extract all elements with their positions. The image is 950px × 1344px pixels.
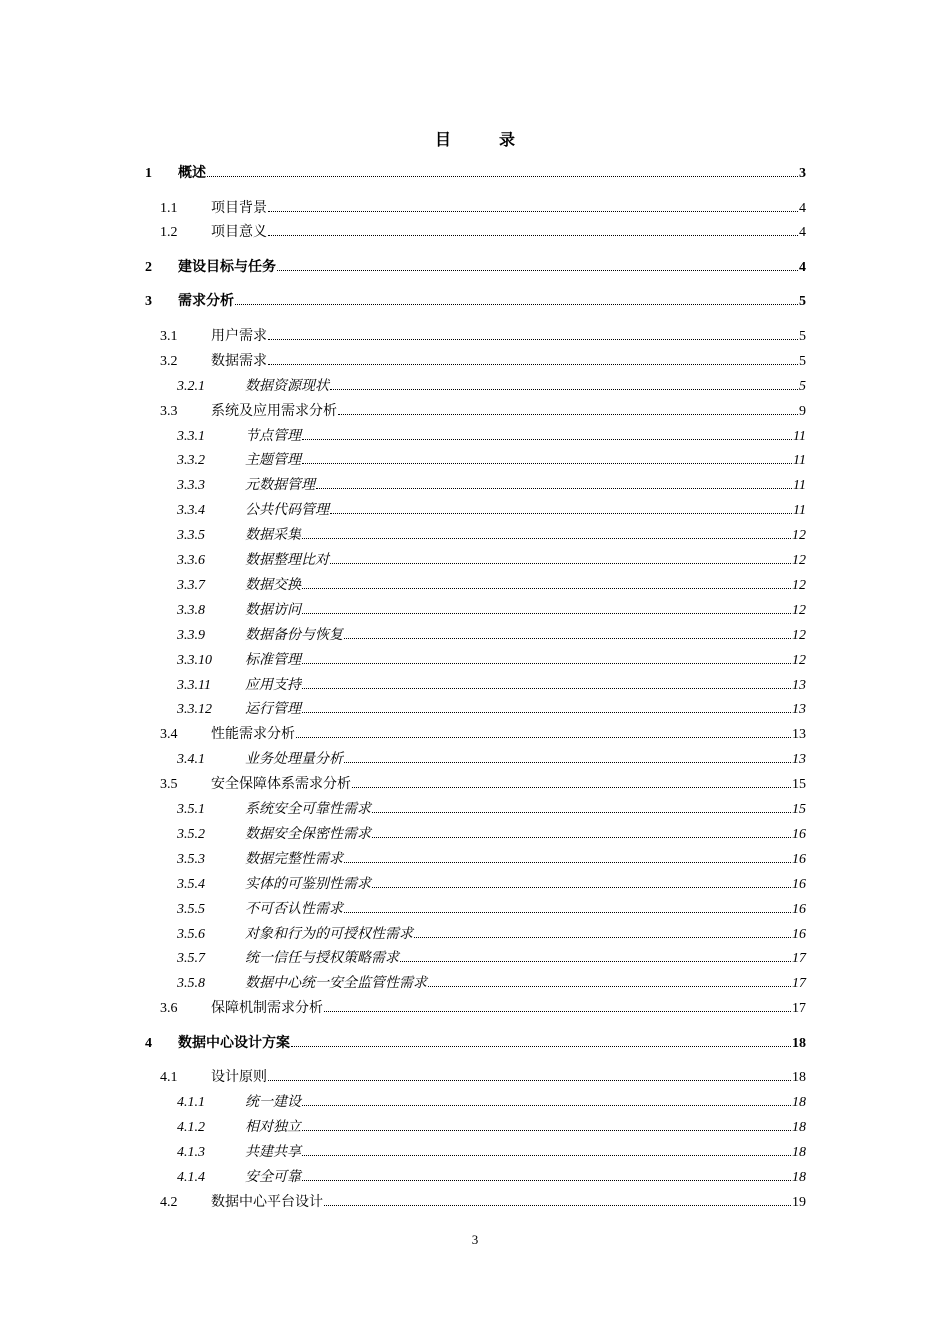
toc-entry-page: 12 [792, 602, 806, 618]
toc-entry[interactable] [177, 549, 806, 569]
toc-dot-leader [428, 986, 791, 987]
toc-entry-number: 3.3.8 [177, 602, 205, 618]
toc-entry[interactable] [177, 972, 806, 992]
toc-dot-leader [330, 563, 791, 564]
toc-entry[interactable] [177, 425, 806, 445]
toc-entry[interactable] [145, 290, 806, 310]
toc-entry-page: 18 [792, 1120, 806, 1135]
toc-entry-title: 安全可靠 [245, 1169, 301, 1185]
toc-entry[interactable] [145, 256, 806, 276]
toc-entry-title: 公共代码管理 [245, 503, 329, 519]
toc-entry[interactable] [177, 649, 806, 669]
toc-entry-page: 18 [792, 1144, 806, 1160]
toc-entry-page: 9 [799, 403, 806, 419]
toc-entry-title: 设计原则 [211, 1070, 267, 1086]
toc-entry-number: 3.5.4 [177, 876, 205, 892]
toc-entry-page: 5 [799, 353, 806, 369]
toc-entry[interactable] [177, 698, 806, 718]
toc-entry[interactable] [160, 773, 806, 793]
toc-entry[interactable] [177, 823, 806, 843]
toc-entry-title: 数据中心设计方案 [178, 1035, 290, 1051]
toc-dot-leader [414, 937, 791, 938]
toc-entry[interactable] [160, 997, 806, 1017]
toc-dot-leader [400, 961, 791, 962]
toc-entry-page: 4 [799, 259, 806, 275]
toc-entry-title: 性能需求分析 [211, 727, 295, 743]
toc-entry-title: 数据需求 [211, 353, 267, 369]
toc-entry[interactable] [160, 1191, 806, 1211]
toc-dot-leader [235, 304, 798, 305]
toc-entry-title: 数据采集 [245, 528, 301, 544]
toc-entry-title: 项目背景 [211, 200, 267, 216]
toc-entry[interactable] [177, 1141, 806, 1161]
toc-entry-number: 3.3.5 [177, 528, 205, 544]
toc-entry-page: 12 [792, 652, 806, 668]
toc-entry-title: 业务处理量分析 [245, 752, 343, 768]
toc-entry-page: 17 [792, 1001, 806, 1017]
toc-entry[interactable] [177, 524, 806, 544]
toc-entry-page: 5 [799, 294, 806, 310]
toc-entry-page: 17 [792, 951, 806, 967]
toc-entry-number: 3.4 [160, 727, 178, 743]
toc-dot-leader [344, 762, 791, 763]
toc-entry-number: 3.5.3 [177, 851, 205, 867]
toc-entry[interactable] [160, 400, 806, 420]
toc-entry-title: 相对独立 [245, 1120, 301, 1135]
toc-entry-number: 3.3.2 [177, 453, 205, 469]
toc-entry-title: 实体的可鉴别性需求 [245, 876, 371, 892]
toc-dot-leader [324, 1011, 791, 1012]
toc-dot-leader [268, 364, 798, 365]
toc-entry-title: 数据完整性需求 [245, 851, 343, 867]
toc-entry-number: 3.5.7 [177, 951, 205, 967]
toc-entry-number: 1.1 [160, 200, 178, 216]
toc-entry-title: 对象和行为的可授权性需求 [245, 926, 413, 942]
toc-dot-leader [344, 862, 791, 863]
toc-dot-leader [268, 339, 798, 340]
toc-entry-page: 13 [792, 702, 806, 718]
toc-entry-number: 3.5.5 [177, 901, 205, 917]
toc-entry-title: 数据备份与恢复 [245, 627, 343, 643]
toc-entry-page: 19 [792, 1194, 806, 1210]
toc-dot-leader [268, 1080, 791, 1081]
toc-entry-title: 项目意义 [211, 225, 267, 241]
toc-entry-page: 5 [799, 378, 806, 394]
toc-entry[interactable] [177, 947, 806, 967]
toc-entry[interactable] [177, 674, 806, 694]
toc-dot-leader [302, 613, 791, 614]
toc-entry[interactable] [177, 375, 806, 395]
toc-entry-title: 数据中心统一安全监管性需求 [245, 976, 427, 992]
toc-entry-number: 3.3.7 [177, 577, 205, 593]
toc-dot-leader [302, 1155, 791, 1156]
toc-entry-number: 1 [145, 166, 152, 181]
toc-dot-leader [324, 1205, 791, 1206]
toc-entry[interactable] [160, 350, 806, 370]
toc-entry-number: 4.1 [160, 1070, 178, 1086]
toc-entry-title: 数据中心平台设计 [211, 1194, 323, 1210]
toc-entry-number: 4.1.2 [177, 1120, 205, 1135]
toc-entry-number: 3.3.10 [177, 652, 212, 668]
toc-entry[interactable] [160, 1066, 806, 1086]
toc-entry-page: 13 [792, 727, 806, 743]
toc-entry-title: 运行管理 [245, 702, 301, 718]
toc-entry-number: 3.3.6 [177, 553, 205, 568]
toc-entry[interactable] [177, 574, 806, 594]
toc-entry-number: 3.3.12 [177, 702, 212, 718]
toc-entry[interactable] [177, 1091, 806, 1111]
toc-entry[interactable] [177, 848, 806, 868]
toc-entry-title: 系统及应用需求分析 [211, 403, 337, 419]
page-number: 3 [471, 1232, 479, 1247]
toc-entry-title: 主题管理 [245, 453, 301, 469]
toc-entry-title: 数据访问 [245, 602, 301, 618]
toc-dot-leader [302, 688, 791, 689]
toc-entry[interactable] [177, 748, 806, 768]
toc-dot-leader [302, 538, 791, 539]
toc-entry-title: 统一建设 [245, 1095, 301, 1111]
toc-dot-leader [372, 812, 791, 813]
toc-entry[interactable] [177, 923, 806, 943]
toc-entry[interactable] [177, 449, 806, 469]
toc-entry-title: 统一信任与授权策略需求 [245, 951, 399, 967]
toc-dot-leader [302, 1130, 791, 1131]
toc-entry[interactable] [177, 873, 806, 893]
toc-dot-leader [316, 488, 792, 489]
toc-entry-title: 应用支持 [245, 677, 301, 693]
toc-entry-page: 18 [792, 1035, 806, 1051]
toc-dot-leader [344, 912, 791, 913]
toc-entry[interactable] [160, 197, 806, 217]
toc-entry-page: 12 [792, 577, 806, 593]
toc-dot-leader [302, 588, 791, 589]
toc-entry-page: 16 [792, 826, 806, 842]
toc-entry-number: 3.3 [160, 403, 178, 419]
toc-dot-leader [372, 887, 791, 888]
toc-entry-page: 11 [793, 453, 806, 469]
toc-dot-leader [302, 712, 791, 713]
toc-entry-number: 3.6 [160, 1001, 178, 1017]
toc-dot-leader [344, 638, 791, 639]
toc-entry-number: 4.1.1 [177, 1095, 205, 1111]
toc-entry-title: 共建共享 [245, 1144, 301, 1160]
toc-entry-number: 3.3.1 [177, 428, 205, 444]
toc-entry[interactable] [177, 1116, 806, 1136]
toc-entry-number: 3.2 [160, 353, 178, 369]
toc-entry-number: 3.3.11 [177, 677, 211, 693]
toc-entry-page: 16 [792, 901, 806, 917]
toc-entry-title: 安全保障体系需求分析 [211, 777, 351, 793]
toc-entry-page: 15 [792, 777, 806, 793]
toc-entry-page: 11 [793, 478, 806, 494]
toc-entry-page: 16 [792, 876, 806, 892]
toc-dot-leader [330, 389, 798, 390]
toc-entry-page: 16 [792, 926, 806, 942]
toc-dot-leader [302, 1105, 791, 1106]
toc-entry-title: 节点管理 [245, 428, 301, 444]
toc-entry-number: 3.1 [160, 328, 178, 344]
toc-entry[interactable] [177, 1166, 806, 1186]
toc-dot-leader [302, 439, 792, 440]
toc-entry-number: 3.5.6 [177, 926, 205, 942]
toc-entry-number: 4 [145, 1035, 152, 1051]
toc-entry-title: 标准管理 [245, 652, 301, 668]
toc-entry-page: 18 [792, 1070, 806, 1086]
toc-entry-page: 18 [792, 1095, 806, 1111]
toc-dot-leader [302, 463, 792, 464]
toc-entry[interactable] [160, 325, 806, 345]
toc-entry-number: 3.5.1 [177, 802, 205, 817]
toc-entry-number: 3.5.2 [177, 826, 205, 842]
toc-entry[interactable] [177, 898, 806, 918]
toc-entry[interactable] [160, 723, 806, 743]
toc-entry-title: 建设目标与任务 [178, 259, 276, 275]
toc-entry-number: 3.4.1 [177, 752, 205, 768]
toc-entry-title: 数据交换 [245, 577, 301, 593]
toc-entry[interactable] [160, 221, 806, 241]
toc-dot-leader [277, 270, 798, 271]
toc-entry-page: 4 [799, 200, 806, 216]
toc-entry-page: 5 [799, 328, 806, 344]
toc-entry-page: 12 [792, 627, 806, 643]
toc-entry-title: 系统安全可靠性需求 [245, 802, 371, 817]
toc-entry[interactable] [177, 499, 806, 519]
toc-dot-leader [352, 787, 791, 788]
toc-entry-title: 用户需求 [211, 328, 267, 344]
toc-entry-page: 4 [799, 225, 806, 241]
toc-dot-leader [338, 414, 798, 415]
toc-entry-page: 12 [792, 553, 806, 568]
toc-dot-leader [296, 737, 791, 738]
toc-title: 目 录 [434, 132, 537, 149]
toc-entry-title: 概述 [178, 166, 206, 181]
toc-dot-leader [268, 211, 798, 212]
toc-entry-page: 17 [792, 976, 806, 992]
toc-entry-number: 4.1.4 [177, 1169, 205, 1185]
toc-entry-title: 保障机制需求分析 [211, 1001, 323, 1017]
toc-entry-page: 12 [792, 528, 806, 544]
toc-entry-number: 3 [145, 294, 152, 310]
toc-entry-number: 3.5.8 [177, 976, 205, 992]
toc-entry-page: 13 [792, 677, 806, 693]
toc-entry-number: 1.2 [160, 225, 178, 241]
toc-entry-page: 16 [792, 851, 806, 867]
toc-entry-page: 11 [793, 503, 806, 519]
toc-entry-page: 18 [792, 1169, 806, 1185]
toc-entry-number: 3.3.3 [177, 478, 205, 494]
toc-dot-leader [207, 176, 798, 177]
toc-entry-page: 13 [792, 752, 806, 768]
toc-entry-number: 2 [145, 259, 152, 275]
toc-entry-number: 3.2.1 [177, 378, 205, 394]
toc-entry-number: 4.2 [160, 1194, 178, 1210]
toc-entry-number: 3.3.9 [177, 627, 205, 643]
toc-entry-title: 数据资源现状 [245, 378, 329, 394]
toc-entry-title: 数据整理比对 [245, 553, 329, 568]
toc-entry-title: 元数据管理 [245, 478, 315, 494]
toc-entry[interactable] [177, 599, 806, 619]
toc-dot-leader [302, 1180, 791, 1181]
toc-entry-title: 不可否认性需求 [245, 901, 343, 917]
toc-entry[interactable] [145, 1032, 806, 1052]
toc-entry-number: 4.1.3 [177, 1144, 205, 1160]
toc-entry-page: 11 [793, 428, 806, 444]
toc-entry-number: 3.3.4 [177, 503, 205, 519]
toc-entry-page: 3 [799, 166, 806, 181]
toc-dot-leader [291, 1046, 791, 1047]
toc-entry-title: 需求分析 [178, 294, 234, 310]
toc-dot-leader [268, 235, 798, 236]
toc-entry[interactable] [177, 624, 806, 644]
toc-dot-leader [330, 513, 792, 514]
toc-dot-leader [372, 837, 791, 838]
toc-entry[interactable] [145, 162, 806, 182]
toc-dot-leader [302, 663, 791, 664]
toc-entry-page: 15 [792, 802, 806, 817]
toc-entry[interactable] [177, 798, 806, 818]
toc-entry-number: 3.5 [160, 777, 178, 793]
toc-entry-title: 数据安全保密性需求 [245, 826, 371, 842]
toc-entry[interactable] [177, 474, 806, 494]
